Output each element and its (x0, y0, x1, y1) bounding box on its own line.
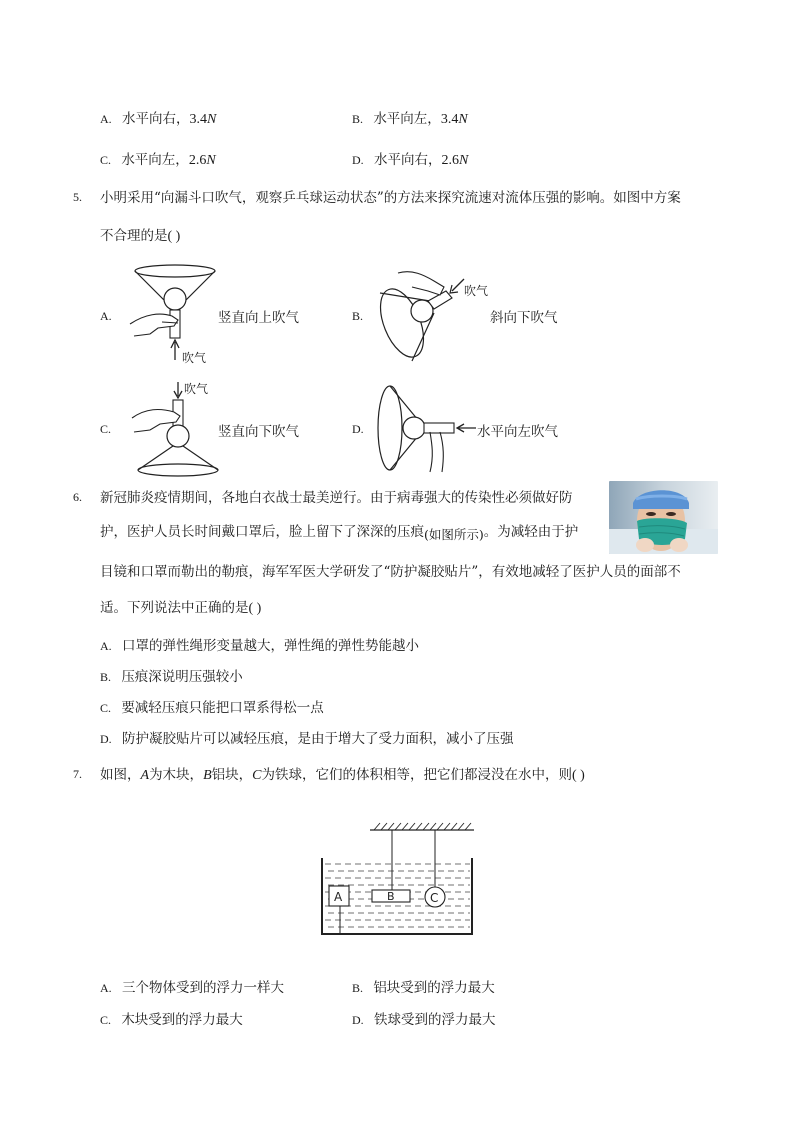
arrow-label: 吹气 (184, 382, 209, 396)
stem-text: 不合理的是 (100, 228, 168, 244)
option-text: 要减轻压痕只能把口罩系得松一点 (121, 700, 324, 716)
option-value: 2.6 (441, 153, 459, 168)
q5-option-c-label: 竖直向下吹气 (218, 424, 299, 440)
answer-paren[interactable]: ( ) (248, 601, 262, 616)
option-text: 口罩的弹性绳形变量越大，弹性绳的弹性势能越小 (121, 638, 419, 654)
option-text: 铁球受到的浮力最大 (373, 1012, 496, 1028)
water-tank-figure (318, 818, 478, 938)
q5-option-b-label: 斜向下吹气 (490, 310, 558, 326)
option-unit: N (206, 153, 216, 168)
option-letter: A. (100, 112, 112, 126)
q5-option-d-label: 水平向左吹气 (477, 424, 558, 440)
q7-option-b[interactable] (352, 976, 495, 996)
stem-text-small: (如图所示) (424, 527, 484, 542)
option-text: 木块受到的浮力最大 (121, 1012, 243, 1028)
stem-text: 如图， (100, 767, 141, 783)
q5-stem-line2 (100, 224, 180, 245)
q4-option-b[interactable] (352, 107, 468, 128)
funnel-up-figure[interactable] (120, 262, 220, 366)
funnel-slant-figure[interactable] (372, 265, 496, 363)
option-text: 防护凝胶贴片可以减轻压痕，是由于增大了受力面积，减小了压强 (121, 731, 514, 747)
option-letter: C. (100, 701, 112, 715)
stem-text: 为木块， (149, 767, 204, 783)
q6-stem-line2 (100, 520, 578, 540)
option-letter: D. (100, 732, 112, 746)
q5-option-b-letter: B. (352, 309, 364, 323)
option-letter: C. (100, 153, 112, 167)
option-value: 2.6 (188, 153, 207, 168)
option-value: 3.4 (440, 112, 459, 127)
q5-option-c-letter: C. (100, 422, 112, 436)
arrow-label: 吹气 (464, 284, 489, 298)
q6-option-a[interactable] (100, 634, 419, 654)
answer-paren[interactable]: ( ) (167, 229, 181, 244)
option-text: 三个物体受到的浮力一样大 (121, 980, 284, 996)
option-letter: C. (100, 1013, 112, 1027)
option-letter: D. (352, 1013, 364, 1027)
option-letter: B. (100, 670, 112, 684)
option-value: 3.4 (189, 112, 207, 127)
q6-number: 6. (73, 490, 82, 504)
q6-stem-line4 (100, 596, 261, 617)
option-letter: B. (352, 112, 364, 126)
q7-option-d[interactable] (352, 1008, 495, 1028)
ceiling-hatch (374, 823, 471, 830)
q5-number: 5. (73, 190, 82, 204)
option-letter: A. (100, 639, 112, 653)
masked-nurse-photo (609, 481, 718, 554)
option-unit: N (206, 112, 217, 127)
q5-option-a-label: 竖直向上吹气 (218, 310, 299, 326)
stem-text: 护，医护人员长时间戴口罩后，脸上留下了深深的压痕 (100, 524, 424, 540)
option-text: 压痕深说明压强较小 (121, 669, 243, 685)
q4-option-a[interactable] (100, 107, 216, 128)
q6-stem-line3: 目镜和口罩而勒出的勒痕，海军军医大学研发了“防护凝胶贴片”，有效地减轻了医护人员的面部不 (100, 564, 681, 580)
option-text: 水平向右， (121, 111, 190, 127)
arrow-label: 吹气 (182, 351, 207, 365)
label-a: A (334, 890, 343, 904)
q7-option-c[interactable] (100, 1008, 243, 1028)
label-b: B (387, 890, 395, 903)
q5-stem-line1: 小明采用“向漏斗口吹气，观察乒乓球运动状态”的方法来探究流速对流体压强的影响。如图中方案 (100, 190, 681, 206)
q6-option-d[interactable] (100, 727, 513, 747)
option-text: 铝块受到的浮力最大 (373, 980, 495, 996)
stem-text: 。为减轻由于护 (483, 524, 579, 540)
q4-option-c[interactable] (100, 148, 216, 169)
funnel-horizontal-figure[interactable] (372, 380, 478, 476)
var-a: A (140, 768, 150, 783)
option-unit: N (458, 153, 469, 168)
q6-option-b[interactable] (100, 665, 243, 685)
option-text: 水平向右， (373, 152, 442, 168)
q5-option-d-letter: D. (352, 422, 364, 436)
funnel-down-figure[interactable] (124, 378, 224, 478)
stem-text: 铝块， (211, 767, 253, 783)
option-letter: A. (100, 981, 112, 995)
q5-option-a-letter: A. (100, 309, 112, 323)
q4-option-d[interactable] (352, 148, 468, 169)
q6-option-c[interactable] (100, 696, 324, 716)
label-c: C (430, 891, 439, 905)
q7-option-a[interactable] (100, 976, 284, 996)
option-text: 水平向左， (121, 152, 189, 168)
option-letter: D. (352, 153, 364, 167)
answer-paren[interactable]: ( ) (571, 768, 585, 783)
var-c: C (252, 768, 262, 783)
q7-number: 7. (73, 767, 82, 781)
var-b: B (203, 768, 212, 783)
stem-text: 为铁球，它们的体积相等，把它们都浸没在水中，则 (261, 767, 572, 783)
option-letter: B. (352, 981, 364, 995)
option-unit: N (458, 112, 468, 127)
q6-stem-line1: 新冠肺炎疫情期间，各地白衣战士最美逆行。由于病毒强大的传染性必须做好防 (100, 490, 573, 506)
q7-stem (100, 763, 585, 784)
option-text: 水平向左， (373, 111, 441, 127)
stem-text: 适。下列说法中正确的是 (100, 600, 249, 616)
